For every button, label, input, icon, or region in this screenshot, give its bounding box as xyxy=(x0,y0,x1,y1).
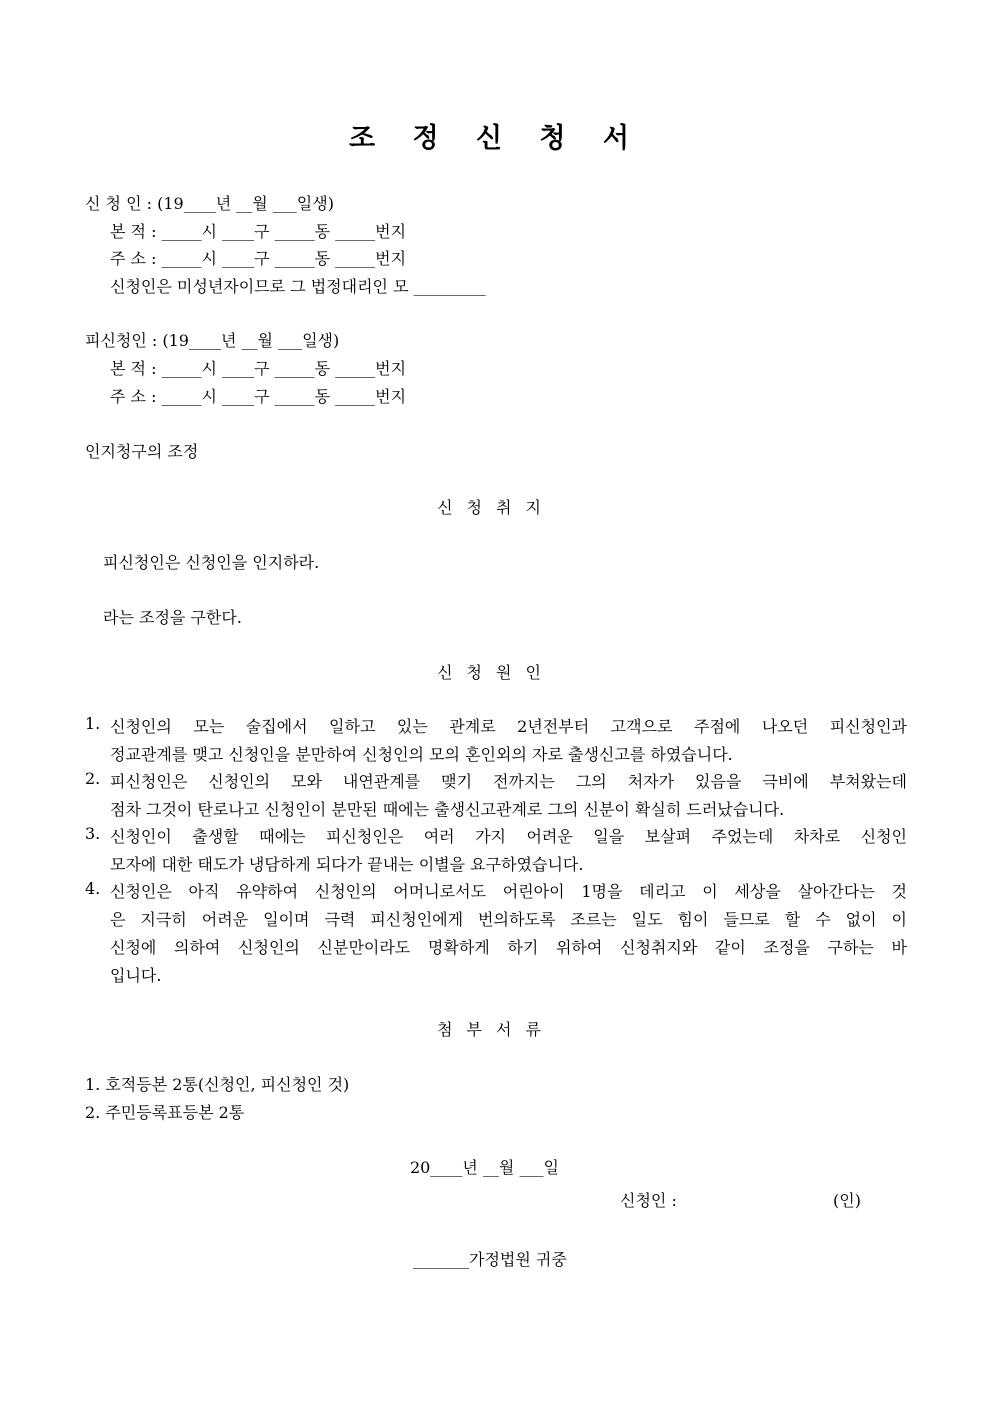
court-addressee: _______가정법원 귀중 xyxy=(413,1250,567,1269)
applicant-line: 신 청 인 : (19____년 __월 ___일생) xyxy=(85,194,334,213)
applicant-guardian: 신청인은 미성년자이므로 그 법정대리인 모 _________ xyxy=(110,277,486,296)
purpose-body: 피신청인은 신청인을 인지하라. xyxy=(103,553,320,572)
cause-item-line: 정교관계를 맺고 신청인을 분만하여 신청인의 모의 혼인외의 자로 출생신고를 하였습니다. xyxy=(110,745,733,764)
cause-item-number: 1. xyxy=(85,714,101,733)
cause-item-line: 입니다. xyxy=(110,966,162,985)
cause-item-line: 신청인이 출생할 때에는 피신청인은 여러 가지 어려운 일을 보살펴 주었는데 차차로 신청인 xyxy=(110,827,907,846)
cause-item-number: 2. xyxy=(85,769,101,788)
purpose-heading: 신청취지 xyxy=(437,498,555,517)
cause-item-line: 신청에 의하여 신청인의 신분만이라도 명확하게 하기 위하여 신청취지와 같이 조정을 구하는 바 xyxy=(110,938,907,957)
attachment-item: 1. 호적등본 2통(신청인, 피신청인 것) xyxy=(85,1075,350,1094)
applicant-address: 주 소 : _____시 ____구 _____동 _____번지 xyxy=(110,249,407,268)
cause-item-line: 피신청인은 신청인의 모와 내연관계를 맺기 전까지는 그의 처자가 있음을 극비에 부쳐왔는데 xyxy=(110,772,907,791)
cause-item-number: 3. xyxy=(85,824,101,843)
document-title: 조 정 신 청 서 xyxy=(348,123,643,154)
seal-mark: (인) xyxy=(833,1191,861,1210)
respondent-domicile: 본 적 : _____시 ____구 _____동 _____번지 xyxy=(110,359,407,378)
purpose-closing: 라는 조정을 구한다. xyxy=(103,608,242,627)
filing-date: 20____년 __월 ___일 xyxy=(410,1158,559,1177)
respondent-address: 주 소 : _____시 ____구 _____동 _____번지 xyxy=(110,387,407,406)
respondent-line: 피신청인 : (19____년 __월 ___일생) xyxy=(85,331,340,350)
cause-item-line: 은 지극히 어려운 일이며 극력 피신청인에게 번의하도록 조르는 일도 힘이 들므로 할 수 없이 이 xyxy=(110,910,907,929)
case-name: 인지청구의 조정 xyxy=(85,442,199,461)
attachment-item: 2. 주민등록표등본 2통 xyxy=(85,1103,245,1122)
signature-label: 신청인 : xyxy=(620,1191,677,1210)
cause-item-line: 점차 그것이 탄로나고 신청인이 분만된 때에는 출생신고관계로 그의 신분이 확실히 드러났습니다. xyxy=(110,800,785,819)
cause-item-number: 4. xyxy=(85,879,101,898)
applicant-domicile: 본 적 : _____시 ____구 _____동 _____번지 xyxy=(110,222,407,241)
cause-item-line: 모자에 대한 태도가 냉담하게 되다가 끝내는 이별을 요구하였습니다. xyxy=(110,855,584,874)
attachments-heading: 첨부서류 xyxy=(437,1020,555,1039)
cause-item-line: 신청인의 모는 술집에서 일하고 있는 관계로 2년전부터 고객으로 주점에 나오던 피신청인과 xyxy=(110,717,907,736)
cause-heading: 신청원인 xyxy=(437,663,555,682)
cause-item-line: 신청인은 아직 유약하여 신청인의 어머니로서도 어린아이 1명을 데리고 이 세상을 살아간다는 것 xyxy=(110,882,907,901)
